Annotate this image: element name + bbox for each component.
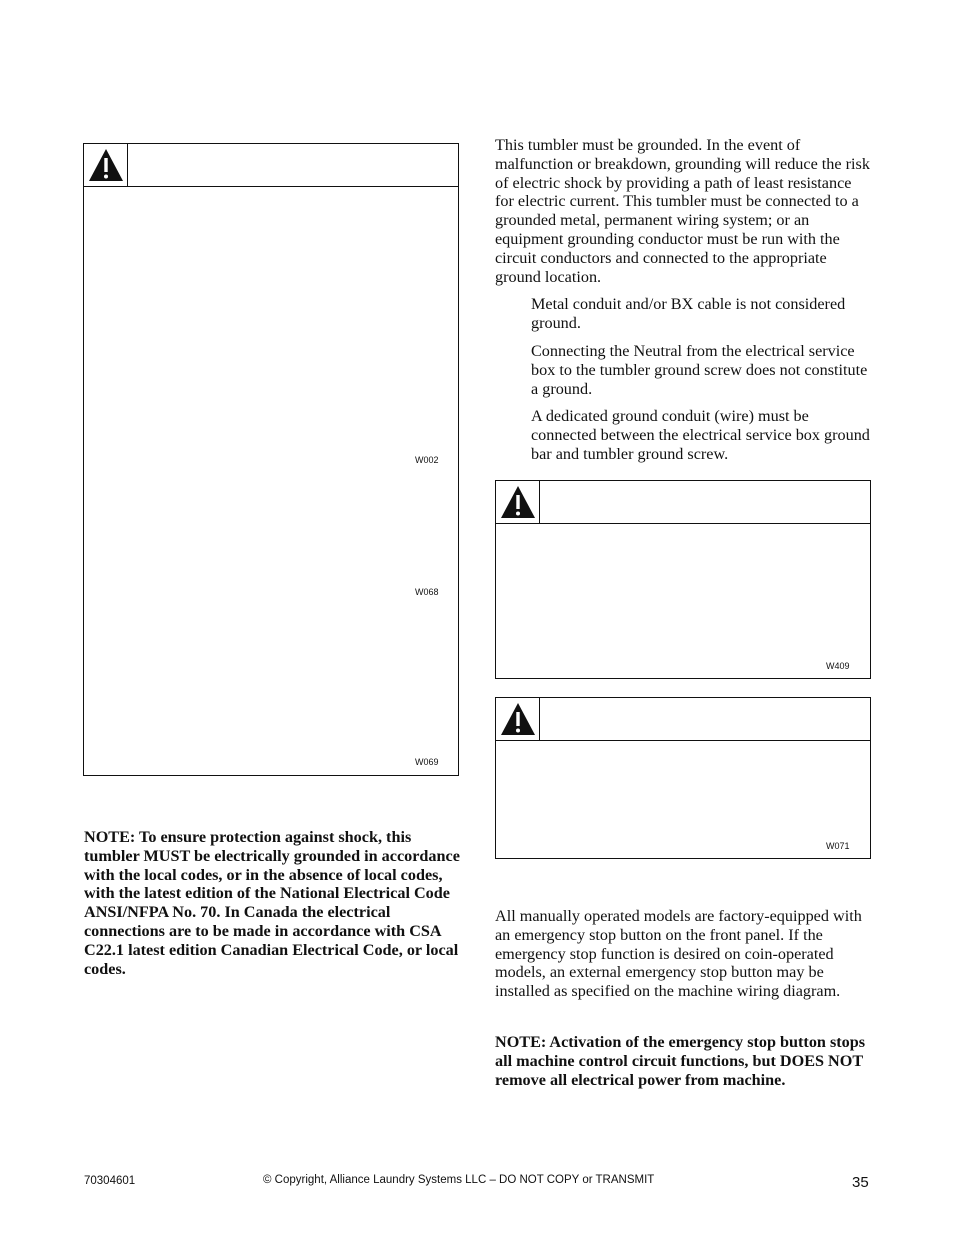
warning-box-w409 bbox=[495, 480, 871, 679]
footer-copyright: © Copyright, Alliance Laundry Systems LLC – DO NOT COPY or TRANSMIT bbox=[263, 1174, 655, 1186]
warning-triangle-icon bbox=[499, 484, 537, 520]
warning-box-w071 bbox=[495, 697, 871, 859]
warning-box-main bbox=[83, 143, 459, 776]
warning-triangle-icon bbox=[499, 701, 537, 737]
emergency-stop-note: NOTE: Activation of the emergency stop button stops all machine control circuit functions, but DOES NOT remove all electrical power from machine. bbox=[495, 1033, 866, 1089]
grounding-intro: This tumbler must be grounded. In the event of malfunction or breakdown, grounding will reduce the risk of electric shock by providing a path of least resistance for electric current. This tumbler must be connected to a grounded metal, permanent wiring system; or an equipment grounding conductor must be run with the circuit conductors and connected to the appropriate ground location. bbox=[495, 136, 870, 286]
footer-doc-number: 70304601 bbox=[84, 1175, 136, 1187]
warning-icon-cell bbox=[84, 144, 128, 186]
grounding-note: NOTE: To ensure protection against shock, this tumbler MUST be electrically grounded in accordance with the local codes, or in the absence of local codes, with the latest edition of the National Electrical Code ANSI/NFPA No. 70. In Canada the electrical connections are to be made in accordance with CSA C22.1 latest edition Canadian Electrical Code, or local codes. bbox=[84, 828, 460, 978]
warning-box-header bbox=[84, 144, 458, 187]
warning-icon-cell bbox=[496, 481, 540, 523]
grounding-item-2: Connecting the Neutral from the electrical service box to the tumbler ground screw does not constitute a ground. bbox=[531, 342, 868, 398]
footer-page-number: 35 bbox=[852, 1174, 869, 1191]
warning-code-w409: W409 bbox=[826, 661, 850, 671]
warning-code-w071: W071 bbox=[826, 841, 850, 851]
warning-code-w068: W068 bbox=[415, 587, 439, 597]
warning-code-w002: W002 bbox=[415, 455, 439, 465]
warning-triangle-icon bbox=[87, 147, 125, 183]
grounding-item-1: Metal conduit and/or BX cable is not considered ground. bbox=[531, 295, 846, 332]
warning-code-w069: W069 bbox=[415, 757, 439, 767]
warning-box-header bbox=[496, 481, 870, 524]
warning-icon-cell bbox=[496, 698, 540, 740]
emergency-stop-text: All manually operated models are factory-equipped with an emergency stop button on the front panel. If the emergency stop function is desired on coin-operated models, an external emergency stop button may be installed as specified on the machine wiring diagram. bbox=[495, 907, 862, 1001]
grounding-item-3: A dedicated ground conduit (wire) must be connected between the electrical service box ground bar and tumbler ground screw. bbox=[531, 407, 870, 463]
warning-box-header bbox=[496, 698, 870, 741]
